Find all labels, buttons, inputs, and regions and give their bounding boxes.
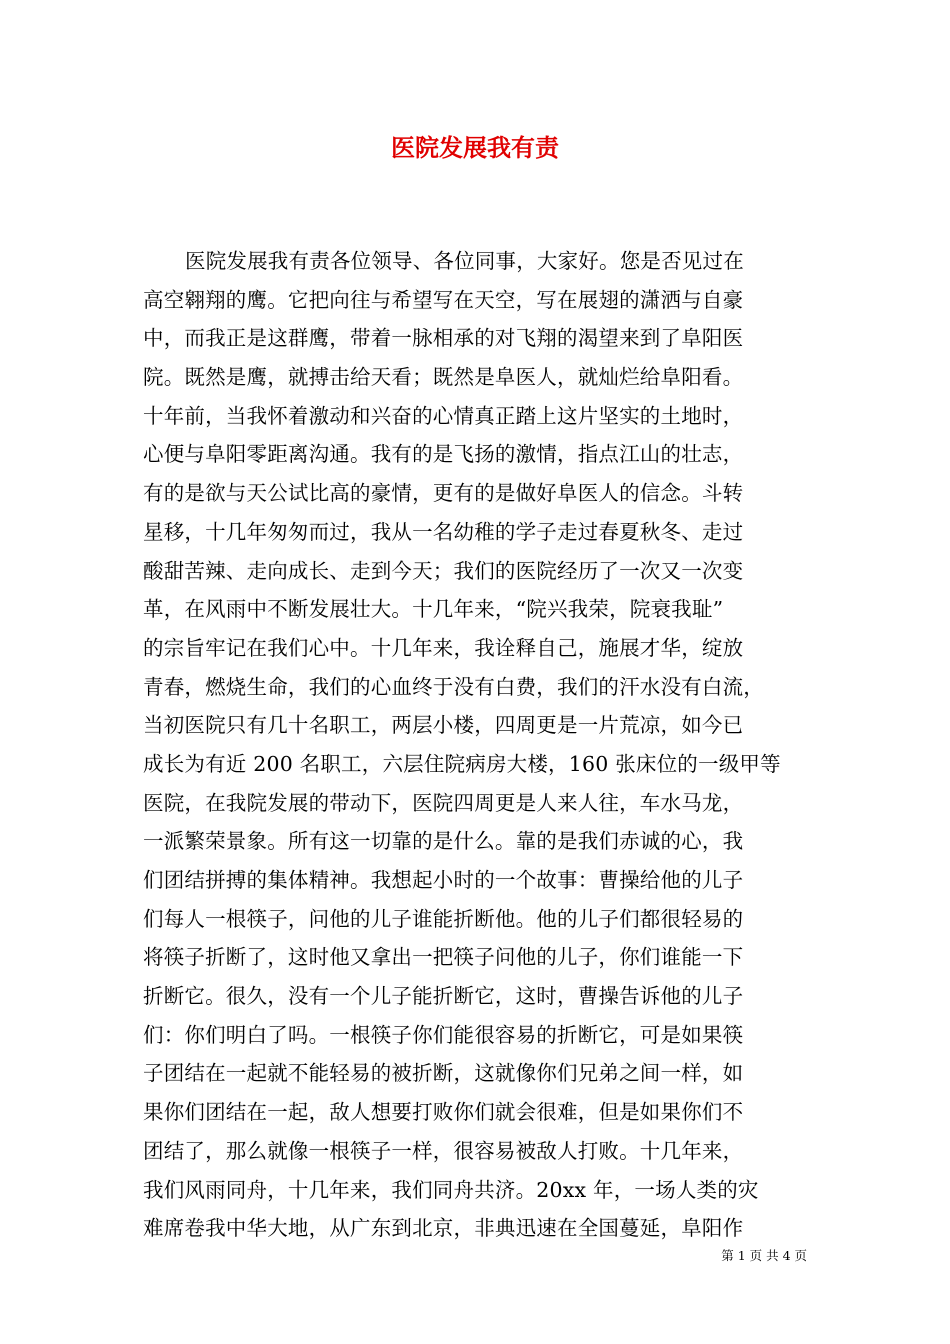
text-line: 果你们团结在一起，敌人想要打败你们就会很难，但是如果你们不 bbox=[143, 1100, 744, 1125]
page-title: 医院发展我有责 bbox=[391, 133, 559, 162]
text-line: 心便与阜阳零距离沟通。我有的是飞扬的激情，指点江山的壮志， bbox=[143, 442, 744, 467]
text-line: 酸甜苦辣、走向成长、走到今天；我们的医院经历了一次又一次变 bbox=[143, 558, 744, 583]
page-number: 第 1 页 共 4 页 bbox=[721, 1248, 807, 1263]
text-line: 当初医院只有几十名职工，两层小楼，四周更是一片荒凉，如今已 bbox=[143, 713, 744, 738]
text-line: 医院发展我有责各位领导、各位同事，大家好。您是否见过在 bbox=[185, 249, 744, 273]
text-line: 中，而我正是这群鹰，带着一脉相承的对飞翔的渴望来到了阜阳医 bbox=[143, 326, 744, 351]
text-line: 医院，在我院发展的带动下，医院四周更是人来人往，车水马龙， bbox=[143, 790, 744, 815]
text-line: 青春，燃烧生命，我们的心血终于没有白费，我们的汗水没有白流， bbox=[143, 674, 764, 699]
text-line: 将筷子折断了，这时他又拿出一把筷子问他的儿子，你们谁能一下 bbox=[143, 945, 744, 970]
text-line: 团结了，那么就像一根筷子一样，很容易被敌人打败。十几年来， bbox=[143, 1138, 744, 1163]
text-line: 的宗旨牢记在我们心中。十几年来，我诠释自己，施展才华，绽放 bbox=[143, 635, 744, 660]
text-line: 们每人一根筷子，问他的儿子谁能折断他。他的儿子们都很轻易的 bbox=[143, 906, 744, 931]
text-line: 难席卷我中华大地，从广东到北京，非典迅速在全国蔓延，阜阳作 bbox=[143, 1216, 744, 1241]
text-line: 星移，十几年匆匆而过，我从一名幼稚的学子走过春夏秋冬、走过 bbox=[143, 519, 744, 544]
text-line: 高空翱翔的鹰。它把向往与希望写在天空，写在展翅的潇洒与自豪 bbox=[143, 287, 744, 312]
text-line: 成长为有近 200 名职工，六层住院病房大楼，160 张床位的一级甲等 bbox=[143, 751, 781, 776]
text-line: 子团结在一起就不能轻易的被折断，这就像你们兄弟之间一样，如 bbox=[143, 1061, 744, 1086]
text-line: 我们风雨同舟，十几年来，我们同舟共济。20xx 年，一场人类的灾 bbox=[143, 1177, 759, 1202]
text-line: 折断它。很久，没有一个儿子能折断它，这时，曹操告诉他的儿子 bbox=[143, 984, 744, 1009]
text-line: 革，在风雨中不断发展壮大。十几年来，“院兴我荣，院衰我耻” bbox=[143, 597, 724, 622]
text-line: 一派繁荣景象。所有这一切靠的是什么。靠的是我们赤诚的心，我 bbox=[143, 829, 744, 854]
text-line: 们团结拼搏的集体精神。我想起小时的一个故事：曹操给他的儿子 bbox=[143, 868, 744, 892]
text-line: 十年前，当我怀着激动和兴奋的心情真正踏上这片坚实的土地时， bbox=[143, 403, 744, 428]
text-line: 院。既然是鹰，就搏击给天看；既然是阜医人，就灿烂给阜阳看。 bbox=[143, 365, 744, 390]
body-text bbox=[143, 242, 813, 1248]
text-line: 们：你们明白了吗。一根筷子你们能很容易的折断它，可是如果筷 bbox=[143, 1022, 744, 1047]
text-line: 有的是欲与天公试比高的豪情，更有的是做好阜医人的信念。斗转 bbox=[143, 481, 744, 506]
